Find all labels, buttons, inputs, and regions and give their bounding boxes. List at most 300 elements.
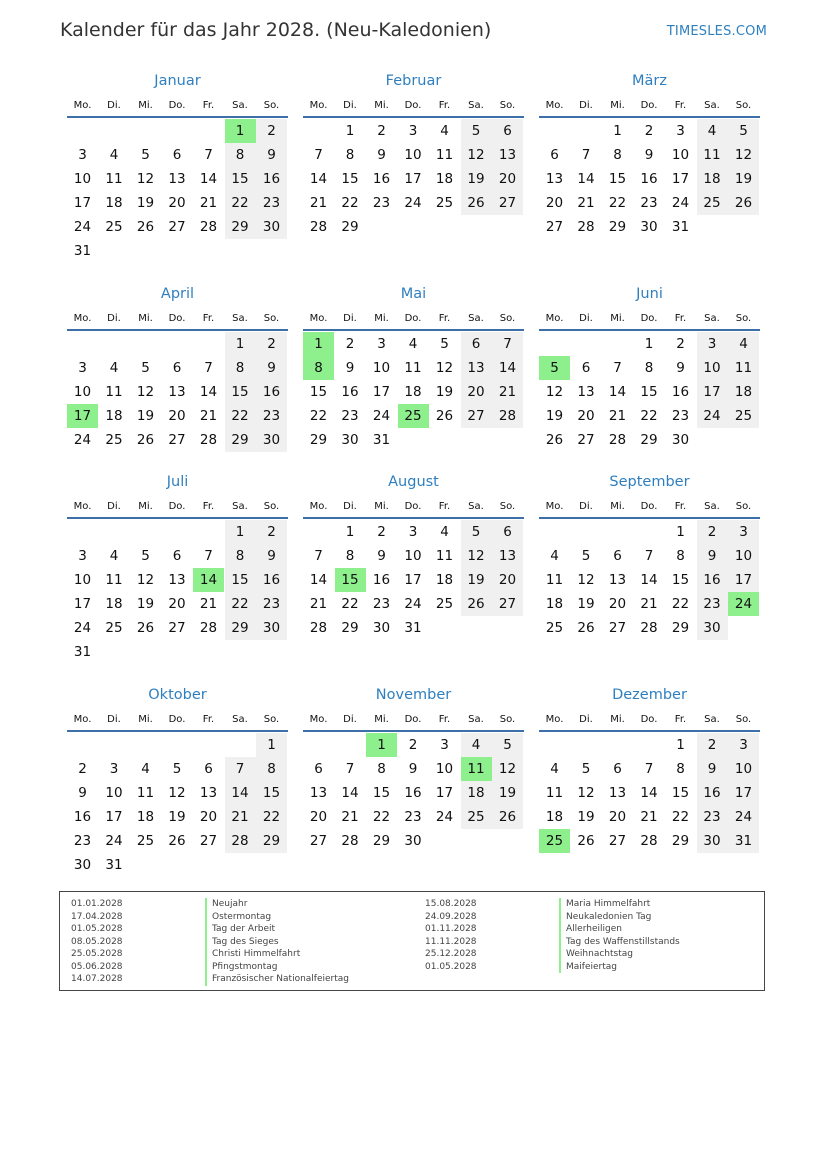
- day-cell: 3: [78, 548, 87, 564]
- day-cell: 28: [309, 620, 328, 636]
- day-cell: 28: [225, 829, 256, 853]
- day-cell: 8: [256, 757, 287, 781]
- weekday-header: Di.: [343, 501, 357, 512]
- day-cell: 27: [168, 432, 186, 448]
- day-cell: 23: [256, 404, 287, 428]
- day-cell: 4: [109, 147, 119, 163]
- day-cell: 16: [640, 171, 658, 187]
- day-cell: 10: [73, 171, 92, 187]
- day-cell: 25: [435, 195, 454, 211]
- day-cell: 5: [461, 119, 492, 143]
- day-cell: 19: [461, 568, 492, 592]
- weekday-header: Do.: [640, 100, 658, 111]
- day-cell: 6: [492, 520, 523, 544]
- day-cell: 5: [581, 761, 591, 777]
- weekday-header: So.: [735, 714, 752, 725]
- day-cell: 31: [73, 644, 92, 660]
- day-cell: 6: [581, 360, 591, 376]
- day-cell: 9: [697, 544, 728, 568]
- day-cell: 1: [225, 520, 256, 544]
- day-cell: 8: [676, 761, 685, 777]
- weekday-header: Di.: [107, 313, 121, 324]
- day-cell: 16: [671, 384, 690, 400]
- day-cell: 5: [492, 733, 523, 757]
- day-cell: 17: [73, 195, 92, 211]
- day-cell: 9: [256, 544, 287, 568]
- day-cell: 20: [461, 380, 492, 404]
- weekday-header: Mo.: [73, 501, 92, 512]
- day-cell: 19: [136, 596, 155, 612]
- month-name: April: [160, 286, 195, 302]
- day-cell: 16: [256, 167, 287, 191]
- day-cell: 23: [372, 195, 391, 211]
- weekday-header: So.: [735, 100, 752, 111]
- weekday-header: Mo.: [309, 100, 328, 111]
- day-cell: 10: [728, 757, 759, 781]
- weekday-header: Do.: [404, 100, 422, 111]
- day-cell: 20: [545, 195, 564, 211]
- day-cell: 27: [461, 404, 492, 428]
- day-cell: 14: [309, 171, 328, 187]
- day-cell: 17: [404, 171, 422, 187]
- holiday-day-cell: 25: [398, 404, 429, 428]
- day-cell: 17: [105, 809, 123, 825]
- day-cell: 24: [697, 404, 728, 428]
- day-cell: 28: [199, 432, 218, 448]
- day-cell: 3: [676, 123, 685, 139]
- day-cell: 9: [408, 761, 418, 777]
- day-cell: 1: [676, 524, 685, 540]
- month-name: Oktober: [148, 687, 207, 703]
- day-cell: 8: [225, 356, 256, 380]
- day-cell: 24: [372, 408, 391, 424]
- day-cell: 7: [314, 147, 323, 163]
- day-cell: 1: [225, 332, 256, 356]
- day-cell: 30: [404, 833, 422, 849]
- day-cell: 6: [613, 548, 622, 564]
- day-cell: 6: [172, 548, 182, 564]
- month-name: November: [375, 687, 452, 703]
- day-cell: 18: [435, 171, 454, 187]
- day-cell: 11: [545, 572, 564, 588]
- day-cell: 12: [545, 384, 564, 400]
- day-cell: 27: [492, 191, 523, 215]
- day-cell: 18: [136, 809, 155, 825]
- day-cell: 17: [404, 572, 422, 588]
- weekday-header: Sa.: [704, 100, 720, 111]
- day-cell: 31: [671, 219, 690, 235]
- weekday-header: Fr.: [202, 313, 215, 324]
- day-cell: 6: [314, 761, 323, 777]
- day-cell: 11: [435, 147, 454, 163]
- day-cell: 20: [608, 596, 627, 612]
- day-cell: 27: [577, 432, 595, 448]
- day-cell: 16: [697, 568, 728, 592]
- day-cell: 13: [199, 785, 218, 801]
- day-cell: 17: [697, 380, 728, 404]
- day-cell: 23: [697, 805, 728, 829]
- weekday-header: Mo.: [73, 313, 92, 324]
- day-cell: 2: [377, 123, 386, 139]
- weekday-header: Fr.: [202, 100, 215, 111]
- day-cell: 7: [613, 360, 622, 376]
- month-name: Juli: [166, 474, 189, 490]
- weekday-header: Mo.: [545, 714, 564, 725]
- day-cell: 4: [461, 733, 492, 757]
- month-divider: [303, 517, 524, 519]
- day-cell: 9: [644, 147, 654, 163]
- day-cell: 21: [492, 380, 523, 404]
- day-cell: 25: [105, 219, 123, 235]
- day-cell: 20: [492, 167, 523, 191]
- month-name: September: [609, 474, 690, 490]
- day-cell: 17: [728, 781, 759, 805]
- day-cell: 23: [256, 592, 287, 616]
- day-cell: 28: [640, 833, 658, 849]
- weekday-header: Mi.: [610, 100, 625, 111]
- day-cell: 22: [225, 191, 256, 215]
- day-cell: 18: [545, 596, 564, 612]
- weekday-header: Di.: [343, 313, 357, 324]
- day-cell: 6: [492, 119, 523, 143]
- legend-holiday-name: Tag des Sieges: [205, 936, 279, 949]
- day-cell: 17: [372, 384, 391, 400]
- day-cell: 1: [676, 737, 685, 753]
- day-cell: 9: [256, 356, 287, 380]
- weekday-header: Do.: [640, 501, 658, 512]
- day-cell: 29: [671, 620, 690, 636]
- legend-date: 05.06.2028: [71, 961, 123, 972]
- day-cell: 27: [608, 833, 627, 849]
- day-cell: 31: [372, 432, 391, 448]
- day-cell: 18: [105, 596, 123, 612]
- weekday-header: Sa.: [232, 501, 248, 512]
- day-cell: 15: [256, 781, 287, 805]
- day-cell: 18: [404, 384, 422, 400]
- day-cell: 26: [492, 805, 523, 829]
- day-cell: 26: [545, 432, 564, 448]
- day-cell: 23: [73, 833, 92, 849]
- day-cell: 12: [577, 572, 595, 588]
- day-cell: 22: [608, 195, 627, 211]
- day-cell: 8: [644, 360, 654, 376]
- day-cell: 21: [341, 809, 359, 825]
- holiday-day-cell: 5: [539, 356, 570, 380]
- day-cell: 4: [109, 360, 119, 376]
- day-cell: 14: [309, 572, 328, 588]
- day-cell: 2: [256, 119, 287, 143]
- day-cell: 18: [435, 572, 454, 588]
- weekday-header: Fr.: [438, 501, 451, 512]
- day-cell: 21: [225, 805, 256, 829]
- day-cell: 8: [676, 548, 685, 564]
- day-cell: 18: [105, 408, 123, 424]
- month-divider: [539, 730, 760, 732]
- day-cell: 16: [256, 568, 287, 592]
- weekday-header: Di.: [343, 714, 357, 725]
- day-cell: 28: [640, 620, 658, 636]
- day-cell: 15: [341, 171, 359, 187]
- day-cell: 17: [73, 596, 92, 612]
- day-cell: 4: [440, 524, 449, 540]
- holiday-day-cell: 17: [67, 404, 98, 428]
- day-cell: 24: [404, 596, 422, 612]
- day-cell: 22: [341, 195, 359, 211]
- day-cell: 9: [256, 143, 287, 167]
- day-cell: 10: [404, 147, 422, 163]
- day-cell: 8: [377, 761, 386, 777]
- legend-holiday-name: Tag des Waffenstillstands: [559, 936, 680, 949]
- day-cell: 20: [492, 568, 523, 592]
- day-cell: 14: [199, 171, 218, 187]
- day-cell: 30: [640, 219, 658, 235]
- day-cell: 5: [141, 147, 150, 163]
- legend-date: 15.08.2028: [425, 899, 477, 909]
- day-cell: 27: [492, 592, 523, 616]
- day-cell: 2: [644, 123, 654, 139]
- holiday-day-cell: 1: [303, 332, 334, 356]
- weekday-header: Sa.: [704, 714, 720, 725]
- weekday-header: Sa.: [704, 313, 720, 324]
- day-cell: 13: [608, 785, 627, 801]
- day-cell: 22: [309, 408, 328, 424]
- weekday-header: Di.: [107, 501, 121, 512]
- day-cell: 16: [372, 572, 391, 588]
- weekday-header: Do.: [168, 313, 186, 324]
- day-cell: 24: [73, 620, 92, 636]
- day-cell: 12: [461, 143, 492, 167]
- day-cell: 19: [577, 596, 595, 612]
- day-cell: 19: [461, 167, 492, 191]
- day-cell: 28: [608, 432, 627, 448]
- weekday-header: Di.: [579, 714, 593, 725]
- weekday-header: Fr.: [202, 714, 215, 725]
- day-cell: 4: [550, 761, 559, 777]
- day-cell: 20: [608, 809, 627, 825]
- day-cell: 30: [671, 432, 690, 448]
- day-cell: 26: [136, 432, 155, 448]
- legend-holiday-name: Maifeiertag: [559, 961, 617, 974]
- day-cell: 14: [640, 785, 658, 801]
- month-name: Februar: [385, 73, 442, 89]
- day-cell: 16: [697, 781, 728, 805]
- legend-holiday-name: Französischer Nationalfeiertag: [205, 973, 349, 986]
- day-cell: 12: [577, 785, 595, 801]
- day-cell: 21: [199, 408, 218, 424]
- weekday-header: So.: [263, 313, 280, 324]
- day-cell: 2: [697, 733, 728, 757]
- weekday-header: Mo.: [545, 313, 564, 324]
- month-divider: [303, 730, 524, 732]
- day-cell: 10: [105, 785, 123, 801]
- day-cell: 30: [256, 215, 287, 239]
- day-cell: 3: [377, 336, 386, 352]
- day-cell: 28: [577, 219, 595, 235]
- weekday-header: Mi.: [374, 501, 389, 512]
- day-cell: 13: [168, 572, 186, 588]
- legend-holiday-name: Ostermontag: [205, 911, 271, 924]
- weekday-header: Di.: [579, 313, 593, 324]
- weekday-header: Fr.: [438, 714, 451, 725]
- day-cell: 8: [225, 544, 256, 568]
- day-cell: 25: [435, 596, 454, 612]
- weekday-header: Do.: [168, 714, 186, 725]
- weekday-header: Sa.: [468, 313, 484, 324]
- day-cell: 29: [671, 833, 690, 849]
- day-cell: 11: [697, 143, 728, 167]
- day-cell: 6: [172, 147, 182, 163]
- month-divider: [539, 329, 760, 331]
- day-cell: 7: [204, 548, 213, 564]
- weekday-header: Do.: [404, 714, 422, 725]
- day-cell: 27: [545, 219, 564, 235]
- day-cell: 24: [404, 195, 422, 211]
- day-cell: 5: [728, 119, 759, 143]
- day-cell: 9: [676, 360, 685, 376]
- day-cell: 10: [404, 548, 422, 564]
- weekday-header: Mo.: [73, 714, 92, 725]
- weekday-header: Sa.: [468, 714, 484, 725]
- day-cell: 2: [78, 761, 87, 777]
- day-cell: 5: [172, 761, 182, 777]
- day-cell: 29: [608, 219, 627, 235]
- weekday-header: Fr.: [438, 100, 451, 111]
- day-cell: 9: [697, 757, 728, 781]
- holiday-day-cell: 1: [225, 119, 256, 143]
- day-cell: 24: [73, 432, 92, 448]
- weekday-header: Di.: [343, 100, 357, 111]
- day-cell: 2: [256, 332, 287, 356]
- day-cell: 11: [545, 785, 564, 801]
- weekday-header: Mi.: [138, 714, 153, 725]
- day-cell: 3: [697, 332, 728, 356]
- day-cell: 9: [377, 548, 386, 564]
- day-cell: 24: [671, 195, 690, 211]
- day-cell: 7: [644, 761, 654, 777]
- day-cell: 8: [225, 143, 256, 167]
- legend-date: 01.05.2028: [425, 961, 477, 972]
- day-cell: 8: [345, 147, 355, 163]
- day-cell: 20: [309, 809, 328, 825]
- day-cell: 12: [492, 757, 523, 781]
- day-cell: 21: [199, 596, 218, 612]
- site-link[interactable]: TIMESLES.COM: [666, 24, 767, 39]
- month-divider: [67, 116, 288, 118]
- day-cell: 5: [141, 548, 150, 564]
- day-cell: 27: [168, 620, 186, 636]
- day-cell: 17: [435, 785, 454, 801]
- day-cell: 10: [697, 356, 728, 380]
- day-cell: 19: [545, 408, 564, 424]
- day-cell: 30: [341, 432, 359, 448]
- holiday-legend: [59, 891, 765, 991]
- day-cell: 10: [73, 572, 92, 588]
- weekday-header: Do.: [404, 501, 422, 512]
- day-cell: 29: [341, 620, 359, 636]
- day-cell: 16: [404, 785, 422, 801]
- day-cell: 7: [204, 360, 213, 376]
- day-cell: 9: [377, 147, 386, 163]
- day-cell: 22: [671, 596, 690, 612]
- day-cell: 13: [608, 572, 627, 588]
- weekday-header: Mi.: [374, 100, 389, 111]
- day-cell: 10: [671, 147, 690, 163]
- day-cell: 26: [168, 833, 186, 849]
- weekday-header: Mi.: [138, 313, 153, 324]
- legend-date: 17.04.2028: [71, 911, 123, 922]
- day-cell: 16: [73, 809, 92, 825]
- weekday-header: Sa.: [232, 100, 248, 111]
- day-cell: 29: [225, 215, 256, 239]
- holiday-day-cell: 15: [335, 568, 366, 592]
- day-cell: 24: [73, 219, 92, 235]
- day-cell: 2: [345, 336, 355, 352]
- day-cell: 13: [545, 171, 564, 187]
- day-cell: 2: [256, 520, 287, 544]
- day-cell: 7: [581, 147, 591, 163]
- weekday-header: Sa.: [468, 100, 484, 111]
- day-cell: 16: [341, 384, 359, 400]
- day-cell: 14: [640, 572, 658, 588]
- day-cell: 24: [105, 833, 123, 849]
- day-cell: 26: [136, 620, 155, 636]
- day-cell: 12: [728, 143, 759, 167]
- month-divider: [67, 517, 288, 519]
- month-divider: [303, 116, 524, 118]
- day-cell: 4: [697, 119, 728, 143]
- day-cell: 13: [492, 143, 523, 167]
- day-cell: 9: [78, 785, 87, 801]
- day-cell: 12: [136, 171, 155, 187]
- day-cell: 30: [372, 620, 391, 636]
- day-cell: 25: [545, 620, 564, 636]
- day-cell: 30: [256, 428, 287, 452]
- day-cell: 21: [309, 596, 328, 612]
- day-cell: 4: [109, 548, 119, 564]
- weekday-header: Fr.: [438, 313, 451, 324]
- day-cell: 13: [461, 356, 492, 380]
- day-cell: 23: [404, 809, 422, 825]
- day-cell: 24: [435, 809, 454, 825]
- day-cell: 26: [461, 592, 492, 616]
- day-cell: 5: [461, 520, 492, 544]
- day-cell: 19: [136, 408, 155, 424]
- month-name: Januar: [154, 73, 201, 89]
- day-cell: 2: [377, 524, 386, 540]
- day-cell: 30: [73, 857, 92, 873]
- legend-holiday-name: Weihnachtstag: [559, 948, 633, 961]
- day-cell: 23: [671, 408, 690, 424]
- weekday-header: So.: [499, 714, 516, 725]
- day-cell: 29: [309, 432, 328, 448]
- weekday-header: So.: [499, 313, 516, 324]
- day-cell: 3: [728, 520, 759, 544]
- day-cell: 9: [345, 360, 355, 376]
- day-cell: 12: [168, 785, 186, 801]
- legend-date: 11.11.2028: [425, 936, 477, 947]
- day-cell: 11: [136, 785, 155, 801]
- day-cell: 5: [440, 336, 449, 352]
- weekday-header: Do.: [404, 313, 422, 324]
- legend-holiday-name: Pfingstmontag: [205, 961, 277, 974]
- month-name: Juni: [636, 286, 663, 302]
- day-cell: 25: [697, 191, 728, 215]
- day-cell: 20: [168, 408, 186, 424]
- day-cell: 22: [640, 408, 658, 424]
- day-cell: 25: [136, 833, 155, 849]
- day-cell: 6: [613, 761, 622, 777]
- weekday-header: Sa.: [232, 714, 248, 725]
